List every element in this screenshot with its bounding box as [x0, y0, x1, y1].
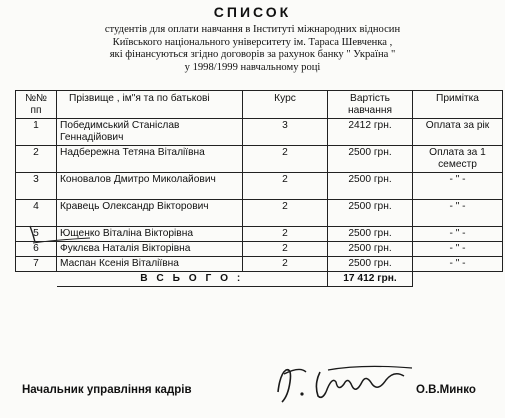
- position-title: Начальник управління кадрів: [22, 384, 192, 396]
- row-cost: 2412 грн.: [328, 119, 413, 146]
- row-name: Фуклєва Наталія Вікторівна: [57, 242, 243, 257]
- row-note: - " -: [413, 257, 503, 272]
- total-spacer: [16, 272, 57, 287]
- row-note: Оплата за 1 семестр: [413, 146, 503, 173]
- row-cost: 2500 грн.: [328, 173, 413, 200]
- row-course: 3: [243, 119, 328, 146]
- total-value: 17 412 грн.: [328, 272, 413, 287]
- header-note: Примітка: [413, 91, 503, 119]
- table-row: [16, 119, 503, 146]
- row-cost: 2500 грн.: [328, 146, 413, 173]
- row-course: 2: [243, 173, 328, 200]
- row-num: 2: [16, 146, 57, 173]
- row-num: 7: [16, 257, 57, 272]
- row-cost: 2500 грн.: [328, 257, 413, 272]
- header-num: №№ пп: [16, 91, 57, 119]
- table-row: [16, 242, 503, 257]
- row-course: 2: [243, 257, 328, 272]
- row-course: 2: [243, 146, 328, 173]
- row-cost: 2500 грн.: [328, 200, 413, 227]
- table-row: [16, 146, 503, 173]
- signer-name: О.В.Минко: [416, 384, 476, 396]
- row-name: Надбережна Тетяна Віталіївна: [57, 146, 243, 173]
- row-course: 2: [243, 227, 328, 242]
- table-row: [16, 257, 503, 272]
- total-label: В С Ь О Г О :: [57, 272, 328, 287]
- row-name: Ющенко Віталіна Вікторівна: [57, 227, 243, 242]
- row-name: Кравець Олександр Вікторович: [57, 200, 243, 227]
- row-name: Победимський Станіслав Геннадійович: [57, 119, 243, 146]
- header-name: Прізвище , ім"я та по батькові: [57, 91, 243, 119]
- row-course: 2: [243, 242, 328, 257]
- table-row: [16, 227, 503, 242]
- row-num: 5: [16, 227, 57, 242]
- students-table: [15, 90, 503, 287]
- row-name: Маспан Ксенія Віталіївна: [57, 257, 243, 272]
- row-num: 3: [16, 173, 57, 200]
- row-note: - " -: [413, 242, 503, 257]
- row-name: Коновалов Дмитро Миколайович: [57, 173, 243, 200]
- row-num: 4: [16, 200, 57, 227]
- row-num: 6: [16, 242, 57, 257]
- row-cost: 2500 грн.: [328, 227, 413, 242]
- row-note: - " -: [413, 227, 503, 242]
- total-row: [16, 272, 503, 287]
- document-title: СПИСОК: [213, 4, 292, 20]
- header-course: Курс: [243, 91, 328, 119]
- table-header-row: [16, 91, 503, 119]
- table-row: [16, 200, 503, 227]
- subtitle-line-4: у 1998/1999 навчальному році: [184, 62, 321, 73]
- signature-icon: [262, 362, 422, 406]
- total-spacer: [413, 272, 503, 287]
- subtitle-line-3: які фінансуються згідно договорів за рахунок банку " Україна ": [109, 49, 396, 60]
- subtitle-line-1: студентів для оплати навчання в Інституті міжнародних відносин: [104, 24, 401, 35]
- row-note: - " -: [413, 200, 503, 227]
- table-row: [16, 173, 503, 200]
- row-num: 1: [16, 119, 57, 146]
- row-course: 2: [243, 200, 328, 227]
- row-note: - " -: [413, 173, 503, 200]
- header-cost: Вартість навчання: [328, 91, 413, 119]
- row-cost: 2500 грн.: [328, 242, 413, 257]
- subtitle-line-2: Київського національного університету ім. Тараса Шевченка ,: [112, 37, 393, 48]
- row-note: Оплата за рік: [413, 119, 503, 146]
